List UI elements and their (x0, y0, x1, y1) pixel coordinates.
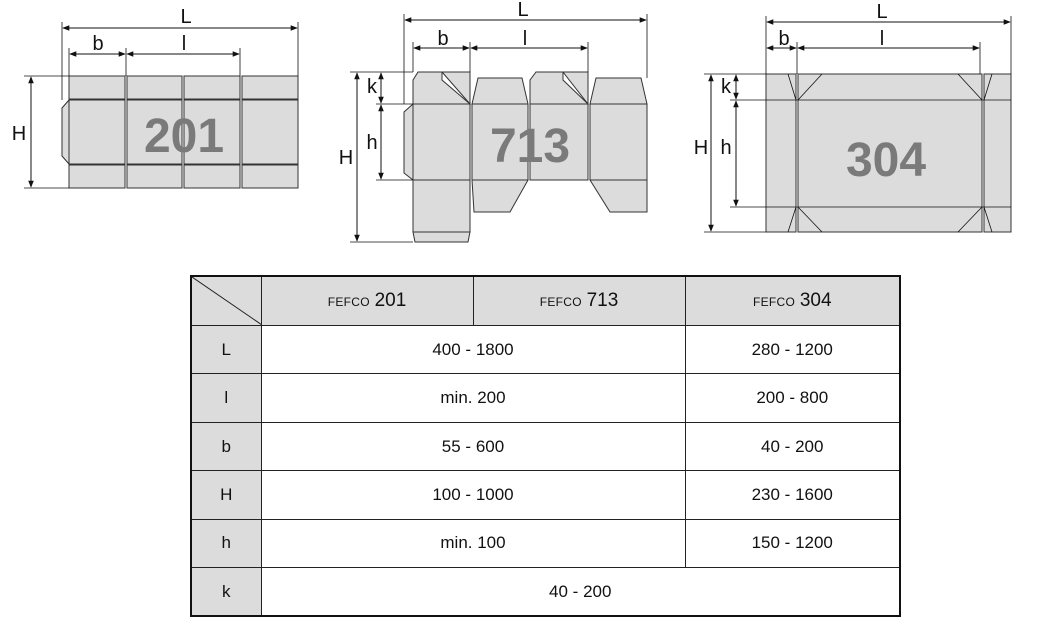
table-row (191, 422, 900, 470)
dim-b-304: b (778, 28, 790, 50)
value-201-713: 400 - 1800 (261, 326, 685, 374)
dim-k-713: k (367, 76, 377, 98)
dim-L-304: L (876, 1, 888, 23)
row-label: l (191, 374, 261, 422)
diagram-304 (694, 1, 1011, 232)
value-304: 230 - 1600 (685, 471, 900, 519)
column-code: 713 (586, 290, 619, 311)
table-corner-cell (191, 276, 261, 326)
column-code: 304 (799, 290, 832, 311)
dim-L-201: L (180, 6, 192, 28)
dim-b-201: b (92, 33, 104, 55)
fefco-prefix: FEFCO (539, 295, 582, 309)
dimension-table (190, 275, 901, 617)
column-header-304 (685, 276, 900, 326)
row-label: h (191, 519, 261, 567)
row-label: L (191, 326, 261, 374)
value-304: 280 - 1200 (685, 326, 900, 374)
column-code: 201 (374, 290, 407, 311)
dim-l-201: l (181, 33, 187, 55)
value-201-713: 100 - 1000 (261, 471, 685, 519)
diagram-201 (12, 6, 298, 188)
table-row (191, 471, 900, 519)
dim-h-304: h (720, 137, 732, 159)
row-label: H (191, 471, 261, 519)
value-304: 200 - 800 (685, 374, 900, 422)
value-201-713: min. 200 (261, 374, 685, 422)
value-201-713: 55 - 600 (261, 422, 685, 470)
diagram-201-number: 201 (143, 110, 225, 163)
value-all: 40 - 200 (261, 568, 900, 616)
column-header-713 (473, 276, 685, 326)
table-row (191, 568, 900, 616)
box-diagrams (0, 0, 1043, 270)
diagonal-divider (192, 277, 262, 325)
table-row (191, 326, 900, 374)
table-row (191, 374, 900, 422)
diagram-304-number: 304 (845, 134, 927, 187)
row-label: b (191, 422, 261, 470)
diagram-713-number: 713 (489, 120, 571, 173)
table-row (191, 519, 900, 567)
value-304: 40 - 200 (685, 422, 900, 470)
dim-L-713: L (517, 0, 529, 21)
dim-H-304: H (693, 137, 709, 159)
diagram-713 (339, 0, 647, 242)
fefco-prefix: FEFCO (752, 295, 796, 309)
dim-H-201: H (11, 123, 27, 145)
dim-h-713: h (366, 132, 378, 154)
column-header-201 (261, 276, 473, 326)
dim-b-713: b (437, 28, 449, 50)
table-header-row (191, 276, 900, 326)
dim-l-713: l (522, 28, 528, 50)
fefco-prefix: FEFCO (327, 295, 370, 309)
value-304: 150 - 1200 (685, 519, 900, 567)
dim-H-713: H (338, 147, 354, 169)
dim-k-304: k (721, 76, 731, 98)
dim-l-304: l (879, 28, 885, 50)
value-201-713: min. 100 (261, 519, 685, 567)
row-label: k (191, 568, 261, 616)
